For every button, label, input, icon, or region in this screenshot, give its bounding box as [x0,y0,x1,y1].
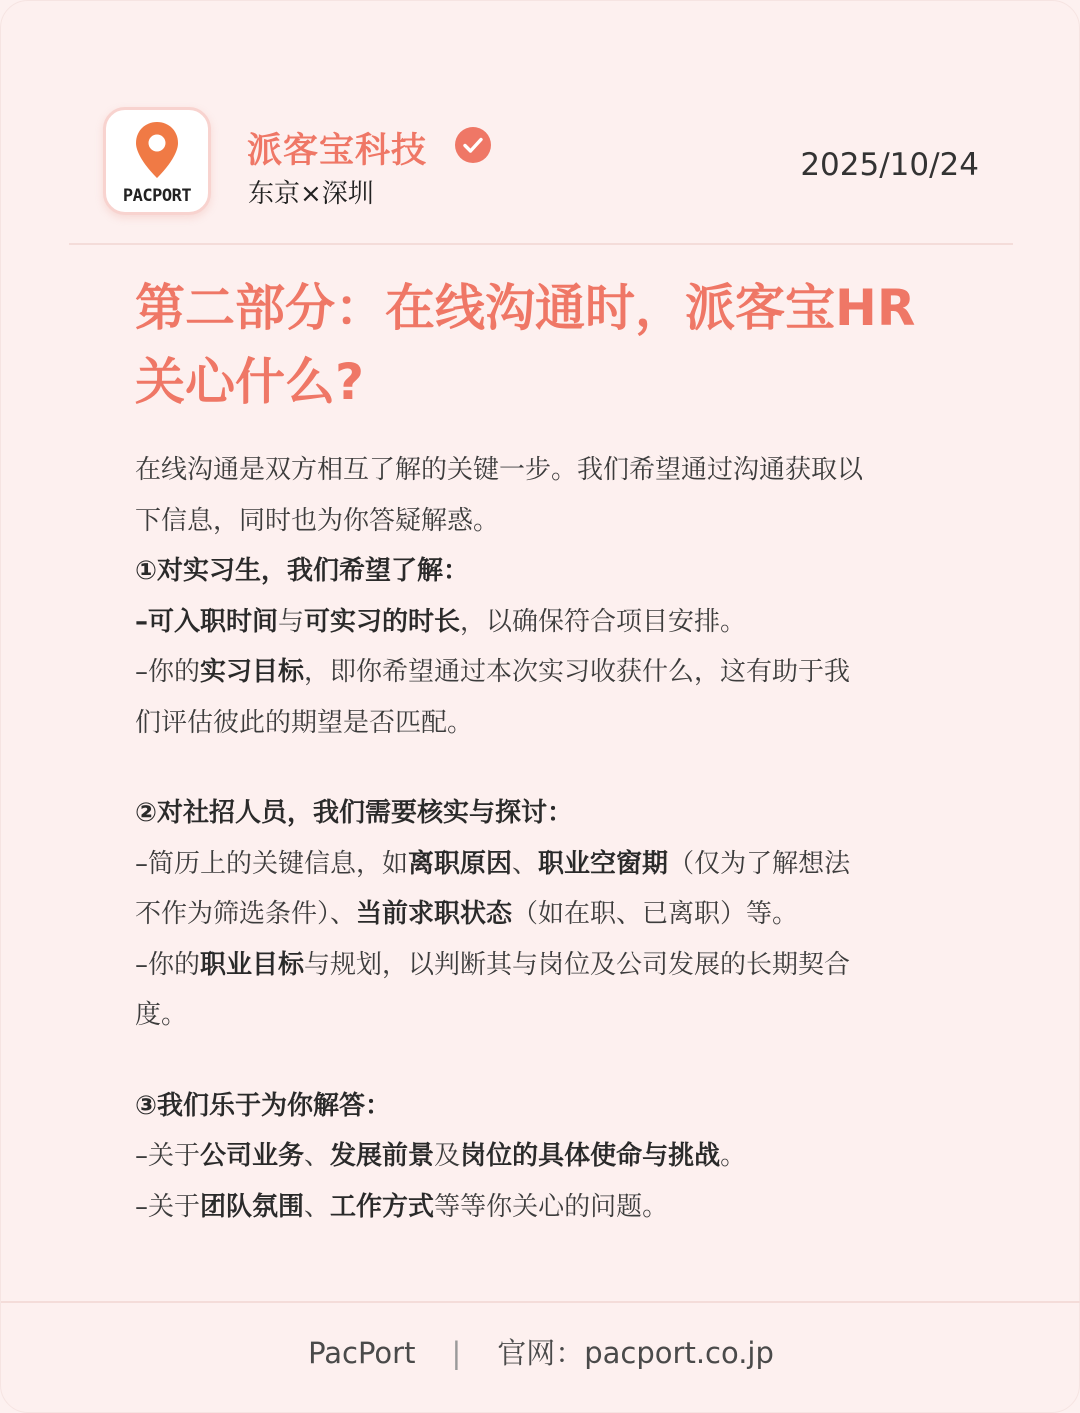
post-title [135,271,965,419]
bold-text: 实习目标 [200,657,305,687]
footer-separator: | [451,1336,462,1370]
text: 等等你关心的问题。 [434,1191,669,1222]
section-2-item-2 [135,940,965,991]
section-3-item-1 [135,1131,965,1182]
section-3-heading [135,1081,965,1132]
footer-divider [1,1301,1080,1303]
section-3-heading-text: ③我们乐于为你解答： [135,1090,392,1121]
text: ，以确保符合项目安排。 [460,606,747,637]
text: –关于 [135,1191,201,1222]
text: 、 [512,848,539,879]
header-divider [69,243,1013,245]
text: 不作为筛选条件）、 [135,899,357,929]
text: 及 [434,1141,461,1171]
bold-text: –可入职时间 [135,606,279,637]
title-line-2: 关心什么? [135,353,365,411]
footer-brand: PacPort [308,1336,416,1370]
section-2-item-1-cont [135,889,965,940]
verified-check-icon [454,126,492,164]
text: 。 [720,1141,747,1171]
company-location: 东京×深圳 [248,179,374,209]
logo-text: PACPORT [122,186,192,206]
bold-text: 离职原因 [408,848,513,879]
footer-website-link[interactable]: 官网：pacport.co.jp [497,1336,774,1370]
bold-text: 发展前景 [330,1141,435,1171]
post-date: 2025/10/24 [800,147,979,183]
intro-line-1: 在线沟通是双方相互了解的关键一步。我们希望通过沟通获取以 [135,455,864,485]
company-logo[interactable] [103,107,211,215]
text: （如在职、已离职）等。 [512,899,799,929]
section-2-item-1 [135,839,965,890]
paragraph-gap [135,1041,965,1081]
bold-text: 公司业务 [200,1141,305,1171]
text: ，即你希望通过本次实习收获什么，这有助于我 [304,657,851,687]
bold-text: 可实习的时长 [304,606,461,637]
footer [1,1331,1080,1372]
text: 与规划，以判断其与岗位及公司发展的长期契合 [304,949,851,980]
section-2-item-2-cont: 度。 [135,1000,188,1030]
bold-text: 工作方式 [330,1191,435,1222]
bold-text: 团队氛围 [200,1191,305,1222]
text: –你的 [135,657,201,687]
text: –简历上的关键信息，如 [135,848,409,879]
text: –关于 [135,1141,201,1171]
section-1-heading-text: ①对实习生，我们希望了解： [135,556,470,586]
text: 、 [304,1141,331,1171]
title-line-1: 第二部分：在线沟通时，派客宝HR [135,279,916,337]
text: –你的 [135,949,201,980]
intro-line-2: 下信息，同时也为你答疑解惑。 [135,505,500,536]
post-header [1,1,1080,245]
section-1-heading [135,546,965,597]
post-body [135,445,965,1232]
bold-text: 当前求职状态 [356,899,513,929]
section-1-item-1 [135,597,965,648]
section-2-heading-text: ②对社招人员，我们需要核实与探讨： [135,798,574,828]
section-2-heading [135,788,965,839]
section-1-item-2 [135,647,965,698]
location-pin-icon [134,120,180,182]
text: （仅为了解想法 [668,848,851,879]
section-3-item-2 [135,1182,965,1233]
bold-text: 职业空窗期 [538,848,669,879]
section-1-item-2-cont: 们评估彼此的期望是否匹配。 [135,707,474,738]
paragraph-gap [135,748,965,788]
company-name[interactable]: 派客宝科技 [247,131,428,171]
bold-text: 职业目标 [200,949,305,980]
bold-text: 岗位的具体使命与挑战 [460,1141,721,1171]
text: 与 [278,606,305,637]
text: 、 [304,1191,331,1222]
